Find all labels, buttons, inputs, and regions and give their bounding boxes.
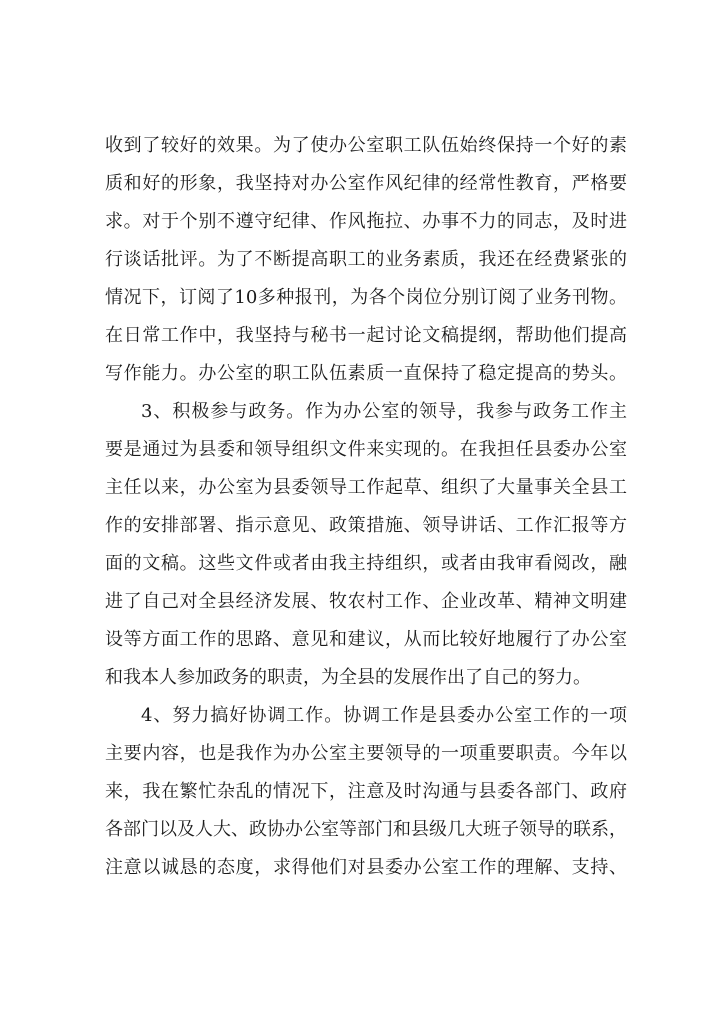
text-line: 在日常工作中，我坚持与秘书一起讨论文稿提纲，帮助他们提高	[105, 325, 627, 346]
text-line: 要是通过为县委和领导组织文件来实现的。在我担任县委办公室	[105, 439, 627, 460]
text-line: 主任以来，办公室为县委领导工作起草、组织了大量事关全县工	[105, 477, 627, 498]
text-line: 设等方面工作的思路、意见和建议，从而比较好地履行了办公室	[105, 629, 627, 650]
text-line: 面的文稿。这些文件或者由我主持组织，或者由我审看阅改，融	[105, 553, 627, 574]
paragraph-4-first-line: 4、努力搞好协调工作。协调工作是县委办公室工作的一项	[141, 705, 627, 726]
text-line: 主要内容，也是我作为办公室主要领导的一项重要职责。今年以	[105, 743, 627, 764]
text-line: 作的安排部署、指示意见、政策措施、领导讲话、工作汇报等方	[105, 515, 627, 536]
text-line: 质和好的形象，我坚持对办公室作风纪律的经常性教育，严格要	[105, 173, 627, 194]
paragraph-3-first-line: 3、积极参与政务。作为办公室的领导，我参与政务工作主	[141, 401, 627, 422]
text-line: 求。对于个别不遵守纪律、作风拖拉、办事不力的同志，及时进	[105, 211, 627, 232]
text-line: 写作能力。办公室的职工队伍素质一直保持了稳定提高的势头。	[105, 363, 627, 384]
text-line: 进了自己对全县经济发展、牧农村工作、企业改革、精神文明建	[105, 591, 627, 612]
text-line: 情况下，订阅了10多种报刊，为各个岗位分别订阅了业务刊物。	[105, 287, 627, 308]
text-line: 来，我在繁忙杂乱的情况下，注意及时沟通与县委各部门、政府	[105, 781, 627, 802]
text-line: 行谈话批评。为了不断提高职工的业务素质，我还在经费紧张的	[105, 249, 627, 270]
text-line: 注意以诚恳的态度，求得他们对县委办公室工作的理解、支持、	[105, 857, 627, 878]
text-line: 和我本人参加政务的职责，为全县的发展作出了自己的努力。	[105, 667, 591, 688]
text-line: 各部门以及人大、政协办公室等部门和县级几大班子领导的联系，	[105, 819, 627, 840]
text-line: 收到了较好的效果。为了使办公室职工队伍始终保持一个好的素	[105, 135, 627, 156]
